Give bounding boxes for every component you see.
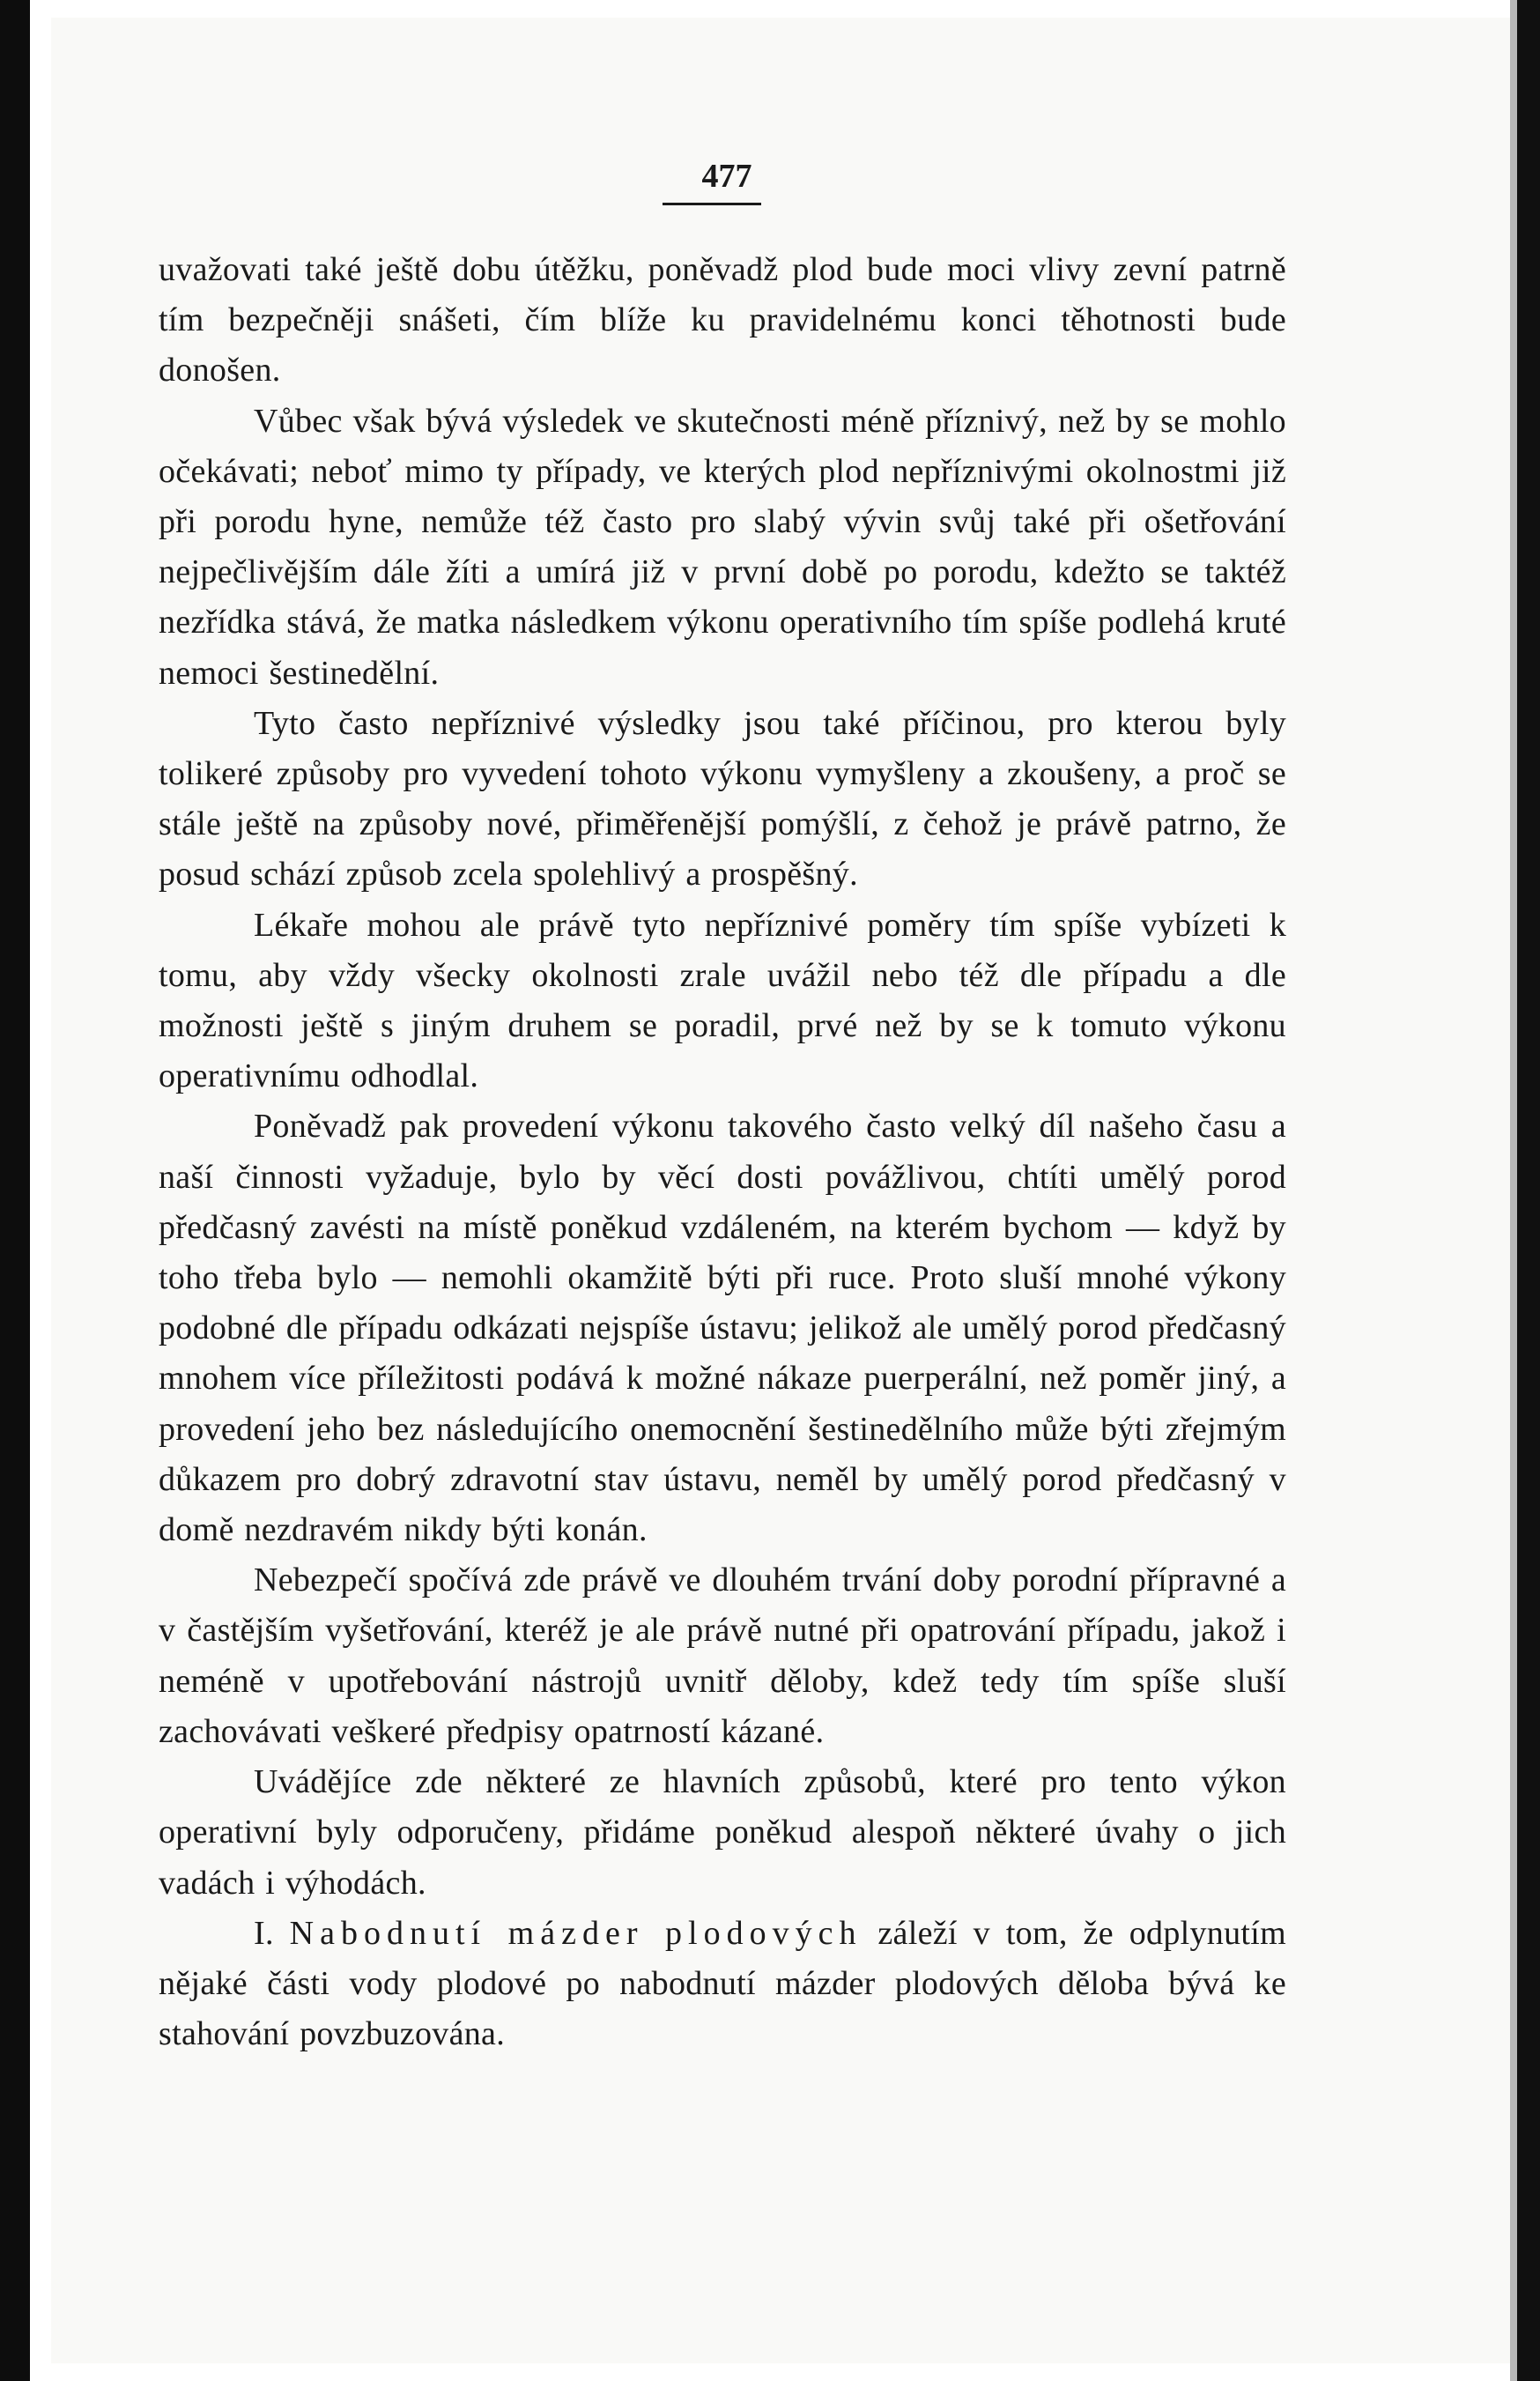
body-text (159, 245, 1286, 2059)
paragraph-4: Lékaře mohou ale právě tyto nepříznivé poměry tím spíše vybízeti k tomu, aby vždy všecky okolnosti zrale uvážil nebo též dle případu a dle možnosti ještě s jiným druhem se poradil, prvé než by se k tomuto výkonu operativnímu odhodlal. (159, 906, 1286, 1095)
section-heading: Nabodnutí mázder plodových (289, 1914, 863, 1952)
section-text: záleží v tom, že odplynutím nějaké části vody plodové po nabodnutí mázder plodových děloba bývá ke stahování povzbuzována. (159, 1914, 1286, 2053)
paragraph-8 (159, 1909, 1286, 2060)
paragraph-1: uvažovati také ještě dobu útěžku, poněvadž plod bude moci vlivy zevní patrně tím bezpečněji snášeti, čím blíže ku pravidelnému konci těhotnosti bude donošen. (159, 251, 1286, 389)
paragraph-6: Nebezpečí spočívá zde právě ve dlouhém trvání doby porodní přípravné a v častějším vyšetřování, kteréž je ale právě nutné při opatrování případu, jakož i neméně v upotřebování nástrojů uvnitř děloby, kdež tedy tím spíše sluší zachovávati veškeré předpisy opatrností kázané. (159, 1561, 1286, 1750)
page-number-underline (663, 203, 761, 205)
paragraph-7: Uvádějíce zde některé ze hlavních způsobů, které pro tento výkon operativní byly odporučeny, přidáme poněkud alespoň některé úvahy o jich vadách i výhodách. (159, 1763, 1286, 1902)
section-numeral: I. (254, 1914, 274, 1952)
scan-right-edge (1517, 0, 1540, 2381)
paragraph-5: Poněvadž pak provedení výkonu takového často velký díl našeho času a naší činnosti vyžaduje, bylo by věcí dosti povážlivou, chtíti umělý porod předčasný zavésti na místě poněkud vzdáleném, na kterém bychom — když by toho třeba bylo — nemohli okamžitě býti při ruce. Proto sluší mnohé výkony podobné dle případu odkázati nejspíše ústavu; jelikož ale umělý porod předčasný mnohem více příležitosti podává k možné nákaze puerperální, než poměr jiný, a provedení jeho bez následujícího onemocnění šestinedělního může býti zřejmým důkazem pro dobrý zdravotní stav ústavu, neměl by umělý porod předčasný v domě nezdravém nikdy býti konán. (159, 1108, 1286, 1549)
scan-right-edge-strip (1510, 0, 1517, 2381)
paragraph-2: Vůbec však bývá výsledek ve skutečnosti méně příznivý, než by se mohlo očekávati; neboť mimo ty případy, ve kterých plod nepříznivými okolnostmi již při porodu hyne, nemůže též často pro slabý vývin svůj také při ošetřování nejpečlivějším dále žíti a umírá již v první době po porodu, kdežto se taktéž nezřídka stává, že matka následkem výkonu operativního tím spíše podlehá kruté nemoci šestinedělní. (159, 402, 1286, 692)
paragraph-3: Tyto často nepříznivé výsledky jsou také příčinou, pro kterou byly tolikeré způsoby pro vyvedení tohoto výkonu vymyšleny a zkoušeny, a proč se stále ještě na způsoby nové, přiměřenější pomýšlí, z čehož je právě patrno, že posud schází způsob zcela spolehlivý a prospěšný. (159, 704, 1286, 894)
scan-left-edge (0, 0, 30, 2381)
page-number: 477 (701, 158, 752, 195)
